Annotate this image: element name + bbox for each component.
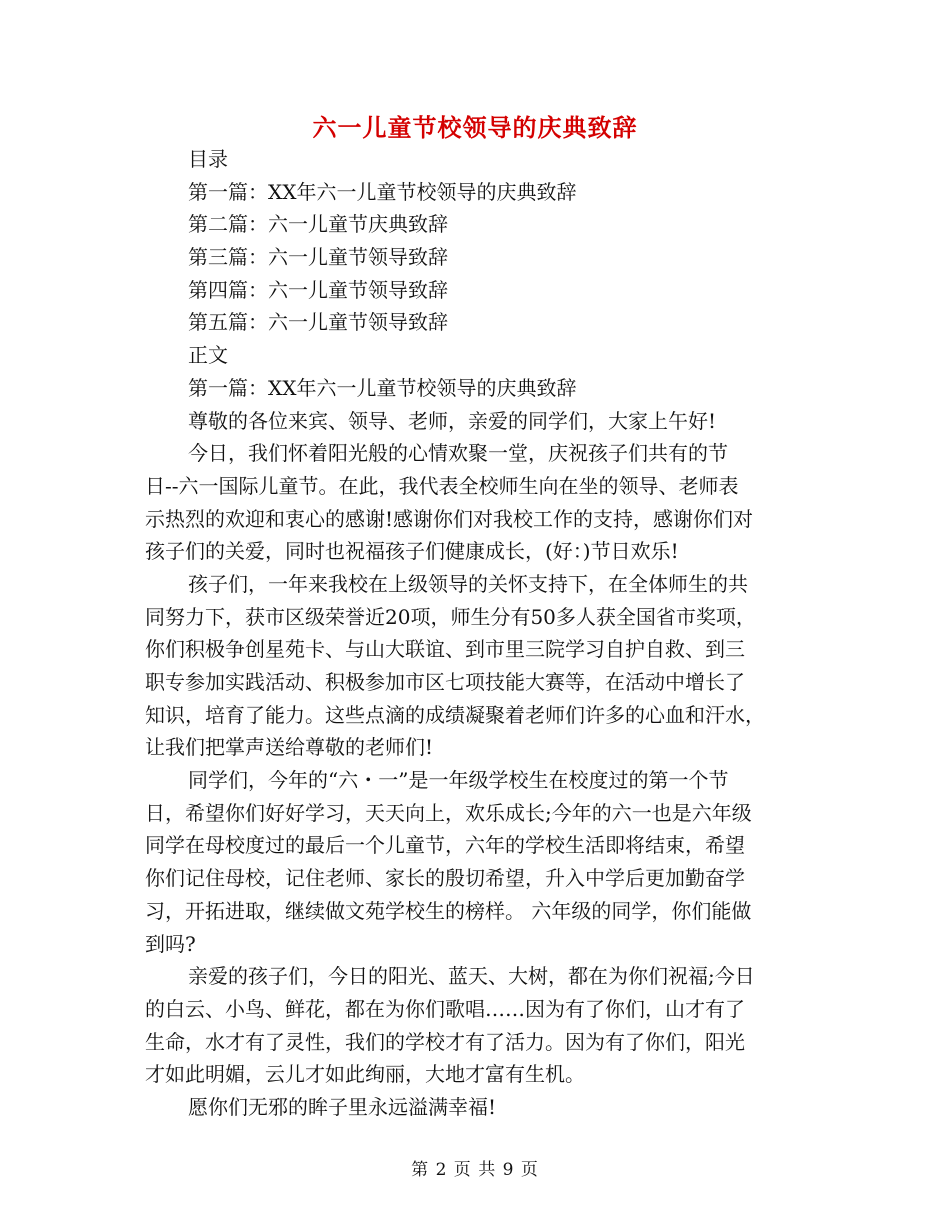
paragraph-line: 示热烈的欢迎和衷心的感谢!感谢你们对我校工作的支持，感谢你们对	[145, 506, 754, 531]
paragraph-line: 生命，水才有了灵性，我们的学校才有了活力。因为有了你们，阳光	[145, 1029, 745, 1054]
paragraph	[145, 568, 805, 764]
toc-item: 第一篇：XX年六一儿童节校领导的庆典致辞	[188, 179, 577, 204]
document-body	[145, 143, 805, 1124]
paragraph	[145, 437, 805, 568]
paragraph-line: 让我们把掌声送给尊敬的老师们!	[145, 735, 434, 760]
toc-heading: 目录	[188, 147, 228, 171]
paragraph-line: 同学们，今年的“六・一”是一年级学校生在校度过的第一个节	[188, 768, 729, 793]
paragraph-line: 同学在母校度过的最后一个儿童节，六年的学校生活即将结束，希望	[145, 833, 745, 858]
paragraph-line: 同努力下，获市区级荣誉近20项，师生分有50多人获全国省市奖项，	[145, 604, 756, 629]
toc-item: 第二篇：六一儿童节庆典致辞	[188, 212, 448, 237]
paragraph-line: 今日，我们怀着阳光般的心情欢聚一堂，庆祝孩子们共有的节	[188, 441, 728, 466]
paragraph-line: 的白云、小鸟、鲜花，都在为你们歌唱……因为有了你们，山才有了	[145, 996, 745, 1021]
paragraph-line: 职专参加实践活动、积极参加市区七项技能大赛等，在活动中增长了	[145, 670, 745, 694]
paragraph	[145, 1091, 805, 1124]
paragraph-line: 知识，培育了能力。这些点滴的成绩凝聚着老师们许多的心血和汗水，	[145, 702, 765, 727]
paragraph-line: 愿你们无邪的眸子里永远溢满幸福!	[188, 1094, 497, 1119]
paragraph-line: 习，开拓进取，继续做文苑学校生的榜样。 六年级的同学，你们能做	[145, 898, 752, 923]
toc-item: 第三篇：六一儿童节领导致辞	[188, 245, 448, 270]
paragraph-line: 孩子们的关爱，同时也祝福孩子们健康成长，(好：)节日欢乐!	[145, 539, 679, 564]
section-title: 第一篇：XX年六一儿童节校领导的庆典致辞	[188, 375, 577, 400]
paragraph	[145, 764, 805, 960]
paragraph-line: 才如此明媚，云儿才如此绚丽，大地才富有生机。	[145, 1062, 585, 1087]
page-number: 第 2 页 共 9 页	[411, 1160, 539, 1180]
paragraph-line: 你们记住母校，记住老师、家长的殷切希望，升入中学后更加勤奋学	[145, 866, 745, 891]
paragraph-line: 日，希望你们好好学习，天天向上，欢乐成长;今年的六一也是六年级	[145, 800, 752, 825]
toc-item: 第五篇：六一儿童节领导致辞	[188, 310, 448, 335]
greeting: 尊敬的各位来宾、领导、老师，亲爱的同学们，大家上午好!	[188, 408, 717, 433]
document-title: 六一儿童节校领导的庆典致辞	[312, 114, 638, 142]
paragraph-line: 日--六一国际儿童节。在此，我代表全校师生向在坐的领导、老师表	[145, 473, 739, 498]
paragraph-line: 亲爱的孩子们，今日的阳光、蓝天、大树，都在为你们祝福;今日	[188, 964, 755, 989]
paragraph	[145, 960, 805, 1091]
paragraph-line: 你们积极争创星苑卡、与山大联谊、到市里三院学习自护自救、到三	[145, 637, 745, 662]
paragraph-line: 孩子们，一年来我校在上级领导的关怀支持下，在全体师生的共	[188, 571, 748, 596]
toc-item: 第四篇：六一儿童节领导致辞	[188, 277, 448, 302]
body-heading: 正文	[188, 343, 228, 368]
paragraph-line: 到吗?	[145, 931, 196, 956]
